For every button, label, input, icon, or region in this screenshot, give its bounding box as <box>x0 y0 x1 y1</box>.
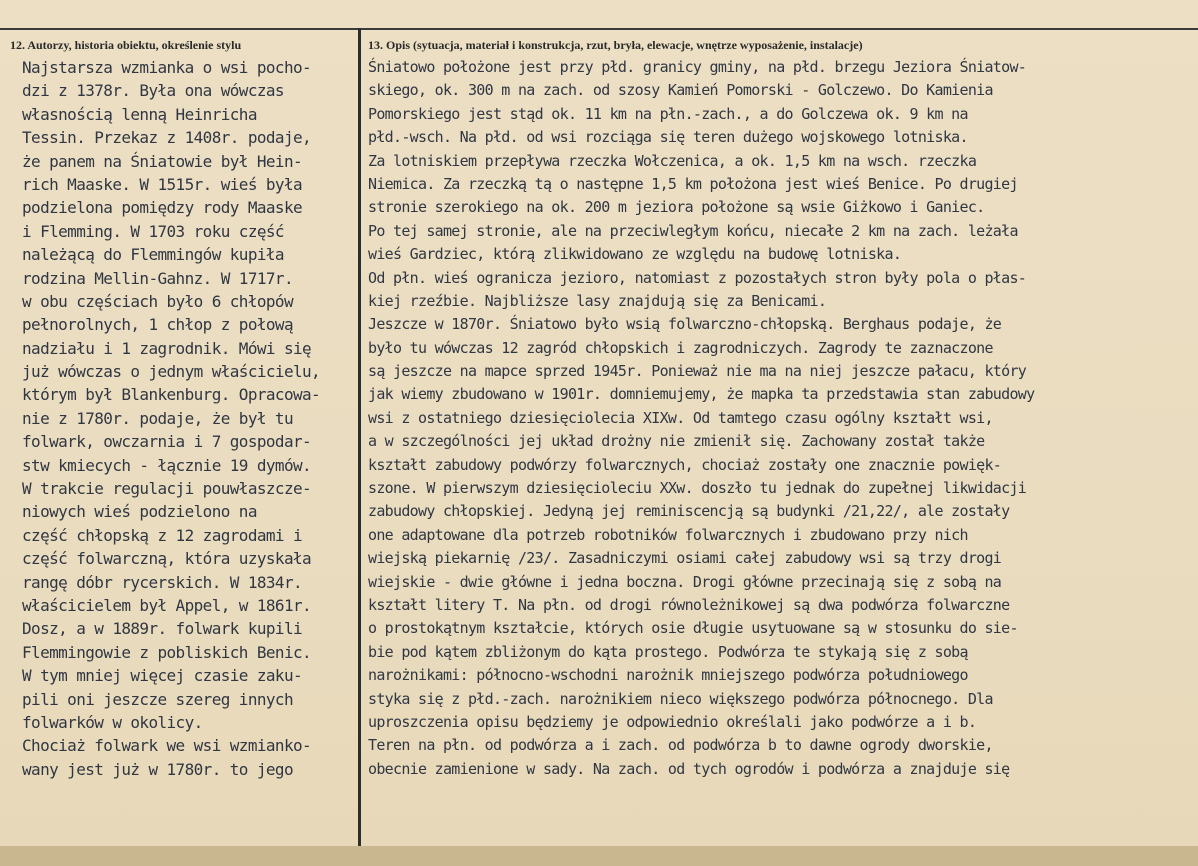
text-line: styka się z płd.-zach. narożnikiem nieco większego podwórza północnego. Dla <box>368 689 993 708</box>
text-line: Za lotniskiem przepływa rzeczka Wołczenica, a ok. 1,5 km na wsch. rzeczka <box>368 151 977 170</box>
text-line: w obu częściach było 6 chłopów <box>22 291 293 311</box>
text-line: Tessin. Przekaz z 1408r. podaje, <box>22 128 312 148</box>
text-line: kiej rzeźbie. Najbliższe lasy znajdują się za Benicami. <box>368 291 827 310</box>
text-line: rich Maaske. W 1515r. wieś była <box>22 174 303 194</box>
text-line: i Flemming. W 1703 roku część <box>22 221 284 241</box>
text-line: skiego, ok. 300 m na zach. od szosy Kamień Pomorski - Golczewo. Do Kamienia <box>368 81 993 100</box>
top-rule <box>0 28 1198 30</box>
text-line: Śniatowo położone jest przy płd. granicy gminy, na płd. brzegu Jeziora Śniatow- <box>368 58 1027 76</box>
text-line: jak wiemy zbudowano w 1901r. domniemujemy, że mapka ta przedstawia stan zabudowy <box>368 385 1035 404</box>
text-line: że panem na Śniatowie był Hein- <box>22 151 303 171</box>
description-heading: 13. Opis (sytuacja, materiał i konstrukcja, rzut, bryła, elewacje, wnętrze wyposażenie, instalacje) <box>368 38 863 52</box>
text-line: uproszczenia opisu będziemy je odpowiednio określali jako podwórze a i b. <box>368 712 977 731</box>
text-line: wany jest już w 1780r. to jego <box>22 759 293 779</box>
description-text <box>368 56 1198 781</box>
text-line: bie pod kątem zbliżonym do kąta prostego. Podwórza te stykają się z sobą <box>368 642 968 661</box>
text-line: wsi z ostatniego dziesięciolecia XIXw. Od tamtego czasu ogólny kształt wsi, <box>368 408 993 427</box>
text-line: Flemmingowie z pobliskich Benic. <box>22 642 312 662</box>
page-bottom-edge <box>0 846 1198 866</box>
text-line: W tym mniej więcej czasie zaku- <box>22 666 303 686</box>
text-line: obecnie zamienione w sady. Na zach. od tych ogrodów i podwórza a znajduje się <box>368 759 1010 778</box>
text-line: narożnikami: północno-wschodni narożnik mniejszego podwórza południowego <box>368 666 968 685</box>
text-line: Jeszcze w 1870r. Śniatowo było wsią folwarczno-chłopską. Berghaus podaje, że <box>368 315 1002 334</box>
text-line: są jeszcze na mapce sprzed 1945r. Ponieważ nie ma na niej jeszcze pałacu, który <box>368 362 1027 381</box>
text-line: rangę dóbr rycerskich. W 1834r. <box>22 572 303 592</box>
text-line: płd.-wsch. Na płd. od wsi rozciąga się teren dużego wojskowego lotniska. <box>368 128 968 147</box>
text-line: folwarków w okolicy. <box>22 712 203 732</box>
text-line: Teren na płn. od podwórza a i zach. od podwórza b to dawne ogrody dworskie, <box>368 736 993 755</box>
text-line: Najstarsza wzmianka o wsi pocho- <box>22 58 312 77</box>
text-line: własnością lenną Heinricha <box>22 104 257 124</box>
text-line: wieś Gardziec, którą zlikwidowano ze względu na budowę lotniska. <box>368 245 902 264</box>
text-line: kształt zabudowy podwórzy folwarcznych, chociaż zostały one znacznie powięk- <box>368 455 1002 474</box>
text-line: już wówczas o jednym właścicielu, <box>22 362 321 382</box>
text-line: folwark, owczarnia i 7 gospodar- <box>22 432 312 452</box>
text-line: one adaptowane dla potrzeb robotników folwarcznych i zbudowano przy nich <box>368 525 968 544</box>
text-line: o prostokątnym kształcie, których osie długie usytuowane są w stosunku do sie- <box>368 619 1018 638</box>
column-divider <box>358 28 361 846</box>
text-line: Od płn. wieś ogranicza jezioro, natomiast z pozostałych stron były pola o płas- <box>368 268 1027 287</box>
text-line: stronie szerokiego na ok. 200 m jeziora położone są wsie Giżkowo i Ganiec. <box>368 198 985 217</box>
text-line: pełnorolnych, 1 chłop z połową <box>22 315 293 335</box>
text-line: kształt litery T. Na płn. od drogi równoleżnikowej są dwa podwórza folwarczne <box>368 595 1010 614</box>
text-line: rodzina Mellin-Gahnz. W 1717r. <box>22 268 293 288</box>
description-column <box>368 34 1198 781</box>
text-line: Chociaż folwark we wsi wzmianko- <box>22 736 312 756</box>
text-line: zabudowy chłopskiej. Jedyną jej reminiscencją są budynki /21,22/, ale zostały <box>368 502 1010 521</box>
text-line: Po tej samej stronie, ale na przeciwległym końcu, niecałe 2 km na zach. leżała <box>368 221 1018 240</box>
text-line: stw kmiecych - łącznie 19 dymów. <box>22 455 312 475</box>
text-line: którym był Blankenburg. Opracowa- <box>22 385 321 405</box>
text-line: wiejskie - dwie główne i jedna boczna. Drogi główne przecinają się z sobą na <box>368 572 1002 591</box>
text-line: Dosz, a w 1889r. folwark kupili <box>22 619 303 639</box>
history-column <box>10 34 356 781</box>
text-line: należącą do Flemmingów kupiła <box>22 245 284 265</box>
text-line: część chłopską z 12 zagrodami i <box>22 525 303 545</box>
text-line: szone. W pierwszym dziesięcioleciu XXw. doszło tu jednak do zupełnej likwidacji <box>368 479 1027 498</box>
text-line: nie z 1780r. podaje, że był tu <box>22 408 293 428</box>
text-line: W trakcie regulacji pouwłaszcze- <box>22 479 312 499</box>
history-heading: 12. Autorzy, historia obiektu, określenie stylu <box>10 38 242 52</box>
text-line: pili oni jeszcze szereg innych <box>22 689 293 709</box>
text-line: nadziału i 1 zagrodnik. Mówi się <box>22 338 312 358</box>
text-line: było tu wówczas 12 zagród chłopskich i zagrodniczych. Zagrody te zaznaczone <box>368 338 993 357</box>
text-line: podzielona pomiędzy rody Maaske <box>22 198 303 218</box>
text-line: dzi z 1378r. Była ona wówczas <box>22 81 284 101</box>
text-line: Pomorskiego jest stąd ok. 11 km na płn.-zach., a do Golczewa ok. 9 km na <box>368 104 968 123</box>
text-line: niowych wieś podzielono na <box>22 502 257 522</box>
text-line: wiejską piekarnię /23/. Zasadniczymi osiami całej zabudowy wsi są trzy drogi <box>368 549 1002 568</box>
text-line: a w szczególności jej układ drożny nie zmienił się. Zachowany został także <box>368 432 985 451</box>
history-text <box>22 56 356 781</box>
text-line: część folwarczną, która uzyskała <box>22 549 312 569</box>
text-line: właścicielem był Appel, w 1861r. <box>22 595 312 615</box>
text-line: Niemica. Za rzeczką tą o następne 1,5 km położona jest wieś Benice. Po drugiej <box>368 174 1018 193</box>
